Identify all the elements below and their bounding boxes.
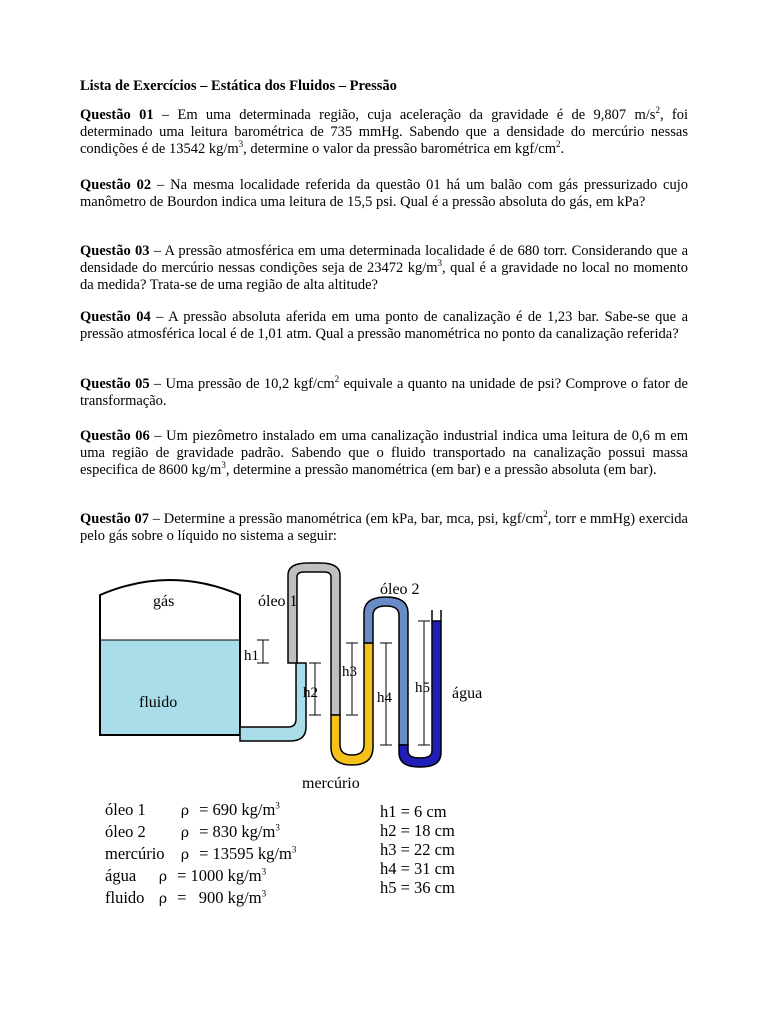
density-row — [105, 822, 296, 844]
question-02 — [80, 177, 688, 211]
question-04 — [80, 309, 688, 343]
question-03 — [80, 243, 688, 295]
label-mercurio: mercúrio — [302, 775, 360, 792]
label-oleo2: óleo 2 — [380, 581, 420, 598]
question-text: – A pressão atmosférica em uma determinada localidade é de 680 torr. Considerando que a densidade do mercúrio nessas condições seja de 23472 $kg/m^3$, qual é a gravidade no local no momento da medida? Trata-se de uma região de alta altitude? — [80, 243, 689, 294]
question-label: Questão 03 — [80, 243, 150, 259]
density-value: = 830 kg/m — [199, 822, 276, 841]
label-h1: h1 — [244, 648, 259, 664]
manometer-diagram — [90, 555, 510, 800]
density-name: mercúrio — [105, 844, 165, 863]
rho-symbol: ρ — [158, 891, 168, 907]
question-label: Questão 04 — [80, 309, 151, 325]
question-label: Questão 05 — [80, 376, 150, 392]
document-title: Lista de Exercícios – Estática dos Fluidos – Pressão — [80, 78, 397, 94]
question-label: Questão 07 — [80, 511, 150, 527]
density-row — [105, 844, 296, 866]
question-text: – Em uma determinada região, cuja aceleração da gravidade é de 9,807 $m/s^2$, foi determinado uma leitura barométrica de 735 mmHg. Sabendo que a densidade do mercúrio nessas condições é de 13542 $kg/m^3$, determine o valor da pressão barométrica em kgf/$cm^2$. — [80, 105, 689, 158]
tank-fluid — [100, 640, 240, 735]
question-07 — [80, 511, 688, 545]
label-agua: água — [452, 685, 483, 702]
question-text: – A pressão absoluta aferida em uma ponto de canalização é de 1,23 bar. Sabe-se que a pressão atmosférica local é de 1,01 atm. Qual a pressão manométrica no ponto da canalização referida? — [80, 309, 688, 343]
density-value: = 1000 kg/m — [177, 866, 262, 885]
question-text: – Um piezômetro instalado em uma canalização industrial indica uma leitura de 0,6 m em uma região de gravidade padrão. Sabendo que o fluido transportado na canalização possui massa especifica de 8600 $kg/m^3$, determine a pressão manométrica (em bar) e a pressão absoluta (em bar). — [80, 428, 688, 479]
label-fluido: fluido — [139, 694, 178, 711]
label-h5: h5 — [415, 680, 430, 696]
density-exponent: 3 — [291, 844, 297, 855]
density-name: fluido — [105, 888, 145, 907]
density-name: óleo 2 — [105, 822, 146, 841]
height-row: h3 = 22 cm — [380, 840, 455, 859]
rho-symbol: ρ — [158, 869, 168, 885]
rho-symbol: ρ — [180, 847, 190, 863]
height-row: h5 = 36 cm — [380, 878, 455, 897]
density-name: água — [105, 866, 137, 885]
density-exponent: 3 — [261, 888, 267, 899]
height-row: h4 = 31 cm — [380, 859, 455, 878]
density-exponent: 3 — [275, 822, 280, 833]
density-value: = 13595 kg/m — [199, 844, 292, 863]
density-exponent: 3 — [275, 800, 280, 811]
density-value: = 690 kg/m — [199, 800, 276, 819]
density-list — [105, 800, 296, 910]
label-oleo1: óleo 1 — [258, 593, 298, 610]
height-row: h2 = 18 cm — [380, 821, 455, 840]
question-label: Questão 01 — [80, 107, 154, 123]
question-06 — [80, 428, 688, 480]
density-row — [105, 888, 296, 910]
question-05 — [80, 376, 688, 410]
question-text: – Na mesma localidade referida da questão 01 há um balão com gás pressurizado cujo manômetro de Bourdon indica uma leitura de 15,5 psi. Qual é a pressão absoluta do gás, em kPa? — [80, 177, 688, 211]
question-label: Questão 02 — [80, 177, 152, 193]
question-text: – Uma pressão de 10,2 kgf/$cm^2$ equivale a quanto na unidade de psi? Comprove o fator de transformação. — [80, 374, 688, 410]
density-exponent: 3 — [261, 866, 267, 877]
open-end-water-tube — [432, 610, 441, 621]
label-h2: h2 — [303, 685, 318, 701]
outlet-pipe — [240, 663, 306, 741]
question-01 — [80, 107, 688, 159]
rho-symbol: ρ — [180, 803, 190, 819]
question-label: Questão 06 — [80, 428, 150, 444]
label-h4: h4 — [377, 690, 392, 706]
density-value: = 900 kg/m — [177, 888, 262, 907]
density-row — [105, 800, 296, 822]
rho-symbol: ρ — [180, 825, 190, 841]
label-h3: h3 — [342, 664, 357, 680]
label-gas: gás — [153, 593, 175, 610]
density-name: óleo 1 — [105, 800, 146, 819]
height-row: h1 = 6 cm — [380, 802, 447, 821]
question-text: – Determine a pressão manométrica (em kPa, bar, mca, psi, kgf/$cm^2$, torr e mmHg) exercida pelo gás sobre o líquido no sistema a seguir: — [80, 509, 688, 545]
height-list — [380, 802, 455, 897]
density-row — [105, 866, 296, 888]
